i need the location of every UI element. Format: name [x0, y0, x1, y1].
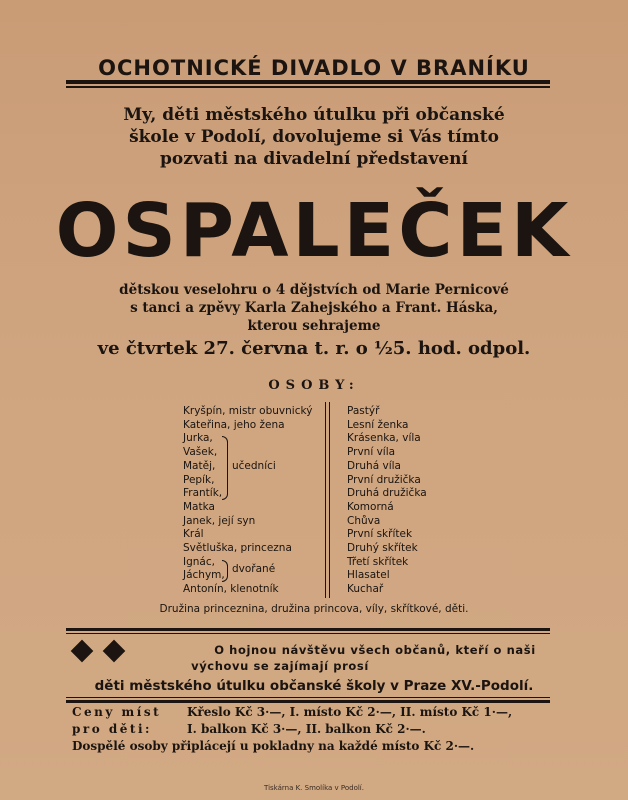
cast-entry: Hlasatel [347, 569, 390, 582]
apprentices-label: učedníci [232, 460, 276, 472]
subtitle-line: s tanci a zpěvy Karla Zahejského a Frant. Háska, [130, 300, 498, 316]
cast-entry: Kuchař [347, 583, 384, 596]
appeal-rule-bottom-thin [66, 697, 550, 698]
cast-entry: Kryšpín, mistr obuvnický [183, 405, 313, 417]
cast-entry: Vašek, [183, 446, 218, 459]
cast-entry: Chůva [347, 514, 381, 527]
cast-divider-right [329, 402, 330, 598]
header-rule-thin [66, 86, 550, 88]
header-rule-thick [66, 80, 550, 84]
appeal-signature: děti městského útulku občanské školy v Praze XV.-Podolí. [94, 678, 534, 694]
invitation-line: My, děti městského útulku při občanské [123, 105, 505, 125]
invitation-line: škole v Podolí, dovolujeme si Vás tímto [129, 127, 499, 147]
cast-entry: Jurka, [183, 432, 213, 445]
prices-label-line: Ceny míst [72, 705, 162, 719]
price-row: Křeslo Kč 3·—, I. místo Kč 2·—, II. místo Kč 1·—, [187, 705, 513, 719]
appeal-rule-top-thick [66, 628, 550, 631]
cast-entry: Druhý skřítek [347, 542, 418, 555]
subtitle-line: kterou sehrajeme [247, 318, 381, 334]
cast-entry: Pastýř [347, 405, 380, 417]
diamond-ornament-icon [103, 640, 126, 663]
invitation-text [0, 104, 628, 170]
cast-divider-left [325, 402, 326, 598]
cast-entry: První skřítek [347, 528, 413, 541]
appeal-rule-bottom-thick [66, 700, 550, 703]
cast-entourage: Družina princeznina, družina princova, víly, skřítkové, děti. [159, 603, 469, 615]
cast-entry: První družička [347, 473, 421, 486]
cast-heading: OSOBY: [268, 378, 360, 393]
adult-surcharge: Dospělé osoby připlácejí u pokladny na každé místo Kč 2·—. [72, 739, 475, 753]
cast-entry: Král [183, 528, 204, 541]
cast-entry: Druhá víla [347, 459, 401, 472]
appeal-line: výchovu se zajímají prosí [191, 659, 369, 673]
cast-entry: Antonín, klenotník [183, 583, 279, 596]
cast-entry: Světluška, princezna [183, 542, 292, 555]
appeal-line: O hojnou návštěvu všech občanů, kteří o naši [214, 643, 536, 657]
subtitle-line: dětskou veselohru o 4 dějstvích od Marie Pernicové [119, 282, 509, 298]
cast-entry: Krásenka, víla [347, 432, 421, 445]
performance-date: ve čtvrtek 27. června t. r. o ½5. hod. odpol. [97, 338, 531, 359]
cast-entry: Druhá družička [347, 487, 427, 500]
play-subtitle [0, 281, 628, 335]
diamond-ornament-icon [71, 640, 94, 663]
cast-entry: První víla [347, 446, 396, 459]
cast-entry: Třetí skřítek [347, 555, 409, 568]
cast-entry: Frantík, [183, 487, 223, 500]
cast-entry: Pepík, [183, 473, 215, 486]
cast-entry: Ignác, [183, 555, 215, 568]
courtiers-label: dvořané [232, 563, 276, 575]
cast-entry: Lesní ženka [347, 418, 409, 431]
courtiers-bracket [222, 560, 228, 582]
price-row: I. balkon Kč 3·—, II. balkon Kč 2·—. [187, 722, 426, 736]
play-title: OSPALEČEK [55, 188, 573, 274]
printer-credit: Tiskárna K. Smolíka v Podolí. [264, 784, 364, 792]
prices-list [187, 704, 512, 738]
prices-label [72, 704, 161, 738]
theatre-name: OCHOTNICKÉ DIVADLO V BRANÍKU [98, 56, 530, 80]
invitation-line: pozvati na divadelní představení [160, 149, 468, 169]
cast-entry: Janek, její syn [183, 514, 256, 527]
apprentices-bracket [222, 436, 228, 500]
cast-right-column [347, 405, 427, 597]
appeal-rule-top-thin [66, 633, 550, 634]
cast-entry: Kateřina, jeho žena [183, 418, 285, 431]
prices-label-line: pro děti: [72, 722, 152, 736]
cast-entry: Komorná [347, 500, 394, 513]
cast-entry: Matka [183, 500, 215, 513]
cast-entry: Matěj, [183, 459, 216, 472]
cast-entry: Jáchym, [183, 569, 225, 582]
